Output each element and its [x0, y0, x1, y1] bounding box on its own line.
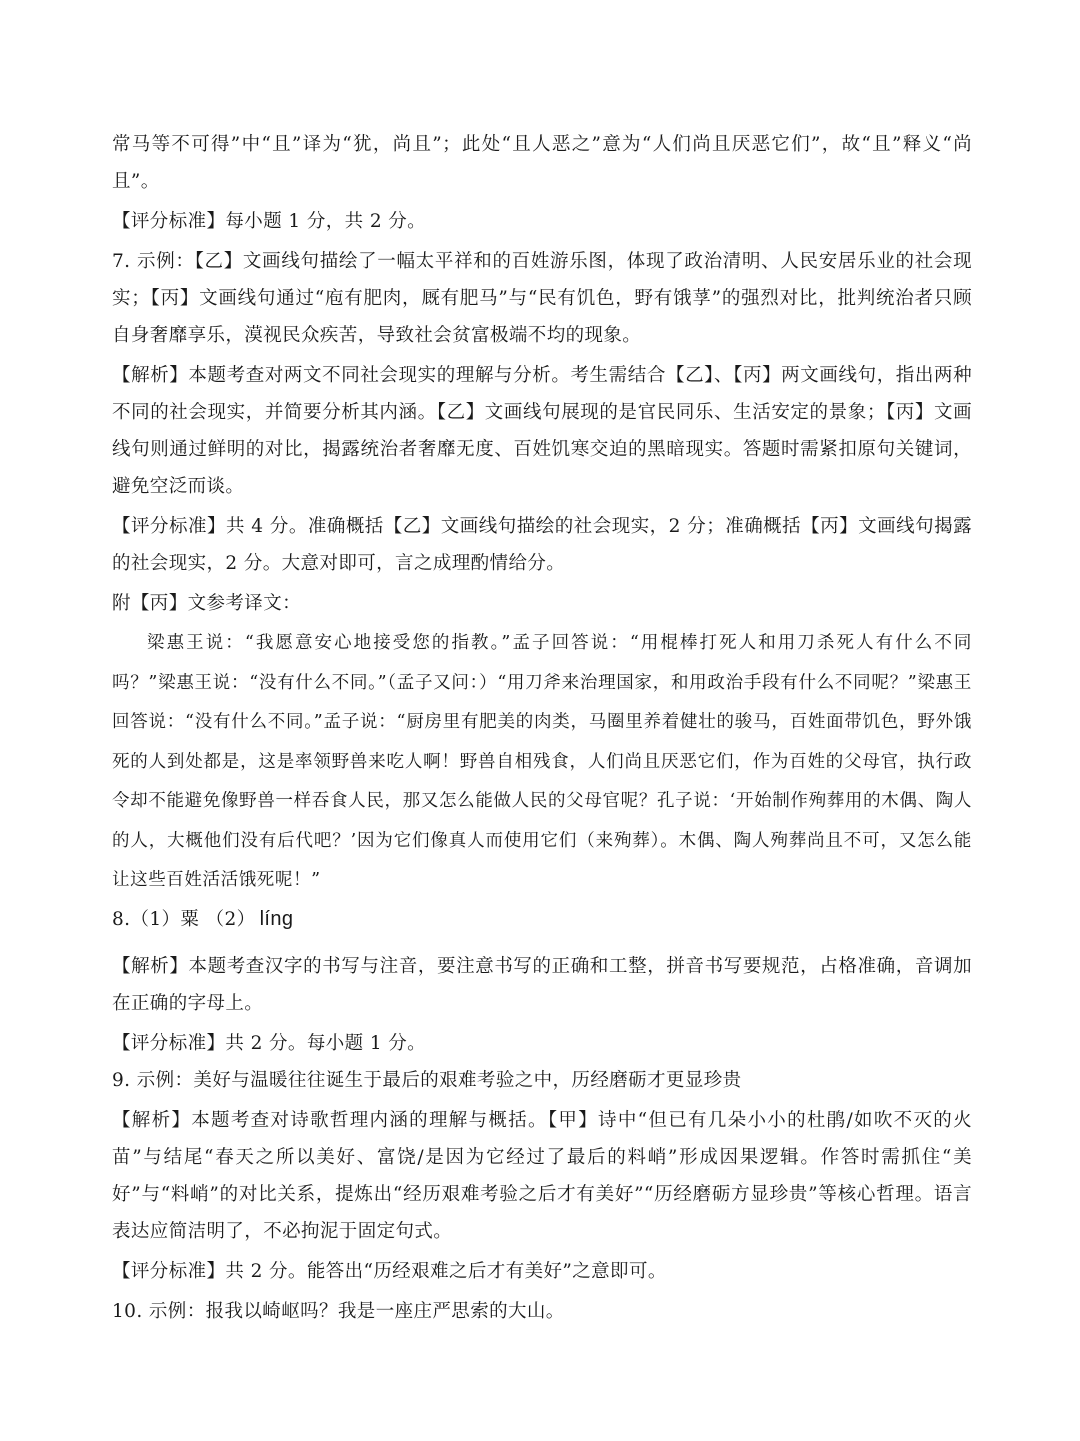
answer-8-text: 8.（1）粟 （2）: [112, 908, 256, 930]
analysis-9: 【解析】本题考查对诗歌哲理内涵的理解与概括。【甲】诗中“但已有几朵小小的杜鹃/如吹不灭的火苗”与结尾“春天之所以美好、富饶/是因为它经过了最后的料峭”形成因果逻辑。作答时需抓住“美好”与“料峭”的对比关系，提炼出“经历艰难考验之后才有美好”“历经磨砺方显珍贵”等核心哲理。语言表达应简洁明了，不必拘泥于固定句式。: [112, 1109, 972, 1242]
answer-6-continuation: 常马等不可得”中“且”译为“犹，尚且”；此处“且人恶之”意为“人们尚且厌恶它们”，故“且”释义“尚且”。: [112, 134, 972, 192]
analysis-7: 【解析】本题考查对两文不同社会现实的理解与分析。考生需结合【乙】、【丙】两文画线句，指出两种不同的社会现实，并简要分析其内涵。【乙】文画线句展现的是官民同乐、生活安定的景象；【丙】文画线句则通过鲜明的对比，揭露统治者奢靡无度、百姓饥寒交迫的黑暗现实。答题时需紧扣原句关键词，避免空泛而谈。: [112, 365, 972, 497]
scoring-standard-9: 【评分标准】共 2 分。能答出“历经艰难之后才有美好”之意即可。: [112, 1260, 667, 1282]
scoring-standard-6: 【评分标准】每小题 1 分，共 2 分。: [112, 211, 427, 232]
document-page: [112, 126, 972, 1330]
answer-10: 10. 示例：报我以崎岖吗？我是一座庄严思索的大山。: [112, 1300, 565, 1322]
analysis-8: 【解析】本题考查汉字的书写与注音，要注意书写的正确和工整，拼音书写要规范，占格准确，音调加在正确的字母上。: [112, 955, 972, 1014]
translation-heading: 附【丙】文参考译文：: [112, 593, 302, 614]
answer-8-pinyin: líng: [259, 907, 294, 930]
answer-9: 9. 示例：美好与温暖往往诞生于最后的艰难考验之中，历经磨砺才更显珍贵: [112, 1069, 742, 1091]
answer-8: [112, 901, 972, 938]
scoring-standard-8: 【评分标准】共 2 分。每小题 1 分。: [112, 1032, 427, 1054]
translation-text: 梁惠王说：“我愿意安心地接受您的指教。”孟子回答说：“用棍棒打死人和用刀杀死人有什么不同吗？”梁惠王说：“没有什么不同。”（孟子又问：）“用刀斧来治理国家，和用政治手段有什么不同呢？”梁惠王回答说：“没有什么不同。”孟子说：“厨房里有肥美的肉类，马圈里养着健壮的骏马，百姓面带饥色，野外饿死的人到处都是，这是率领野兽来吃人啊！野兽自相残食，人们尚且厌恶它们，作为百姓的父母官，执行政令却不能避免像野兽一样吞食人民，那又怎么能做人民的父母官呢？孔子说：‘开始制作殉葬用的木偶、陶人的人，大概他们没有后代吧？’因为它们像真人而使用它们（来殉葬）。木偶、陶人殉葬尚且不可，又怎么能让这些百姓活活饿死呢！”: [112, 633, 972, 890]
answer-7: 7. 示例：【乙】文画线句描绘了一幅太平祥和的百姓游乐图，体现了政治清明、人民安居乐业的社会现实；【丙】文画线句通过“庖有肥肉，厩有肥马”与“民有饥色，野有饿莩”的强烈对比，批判统治者只顾自身奢靡享乐，漠视民众疾苦，导致社会贫富极端不均的现象。: [112, 251, 972, 346]
scoring-standard-7: 【评分标准】共 4 分。准确概括【乙】文画线句描绘的社会现实，2 分；准确概括【丙】文画线句揭露的社会现实，2 分。大意对即可，言之成理酌情给分。: [112, 516, 972, 574]
